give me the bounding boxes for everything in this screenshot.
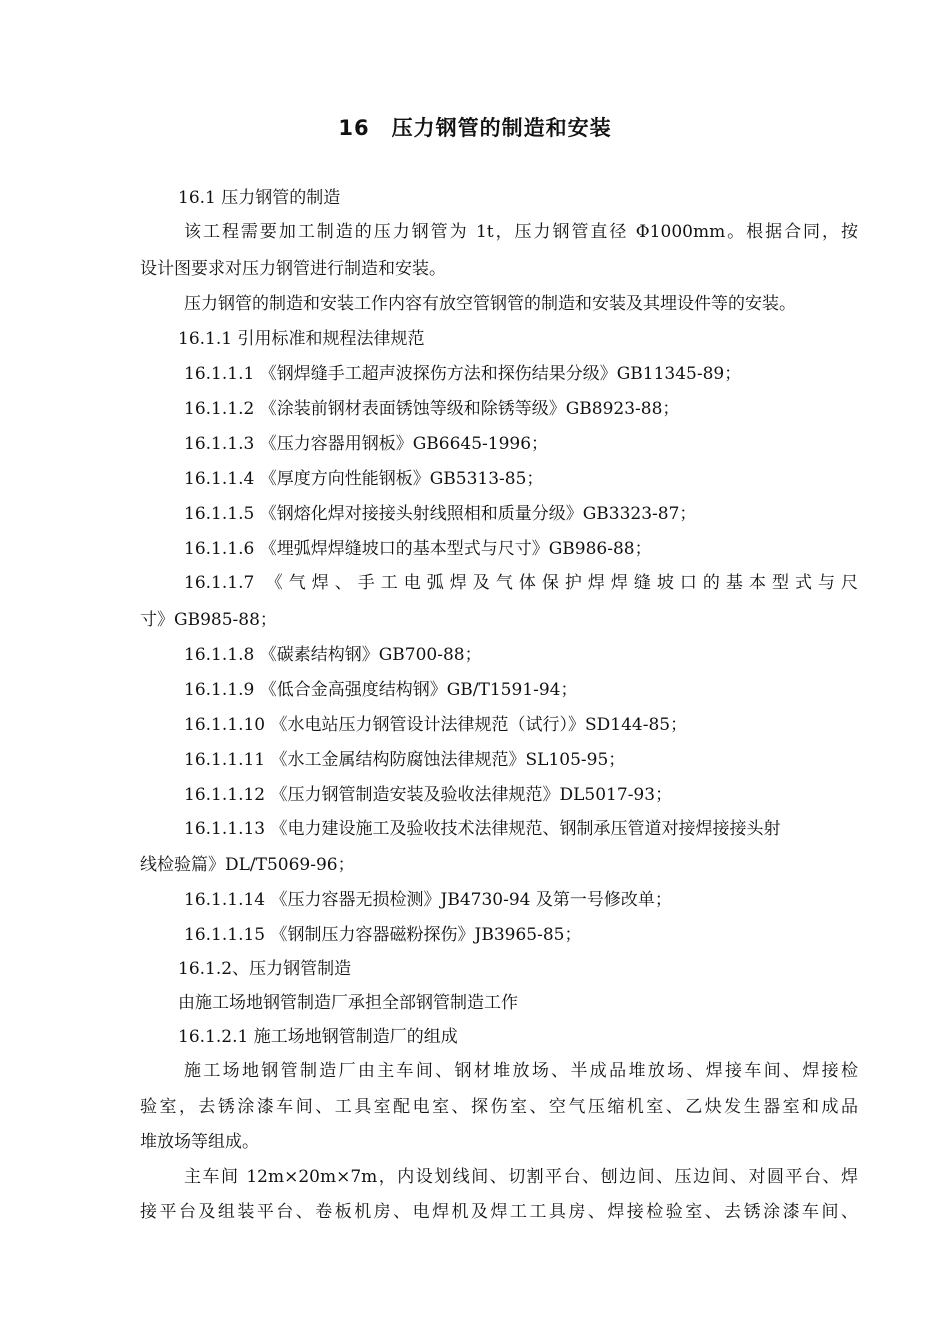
reference-item-continued: 线检验篇》DL/T5069-96； bbox=[140, 855, 355, 875]
reference-item: 16.1.1.1 《钢焊缝手工超声波探伤方法和探伤结果分级》GB11345-89； bbox=[184, 364, 742, 384]
reference-item: 16.1.1.5 《钢熔化焊对接接头射线照相和质量分级》GB3323-87； bbox=[184, 504, 697, 524]
reference-item: 16.1.1.9 《低合金高强度结构钢》GB/T1591-94； bbox=[184, 680, 578, 700]
page-title: 16 压力钢管的制造和安装 bbox=[338, 116, 612, 140]
section-heading: 16.1.2.1 施工场地钢管制造厂的组成 bbox=[178, 1027, 458, 1047]
reference-item: 16.1.1.6 《埋弧焊焊缝坡口的基本型式与尺寸》GB986-88； bbox=[184, 539, 652, 559]
reference-item: 16.1.1.13 《电力建设施工及验收技术法律规范、钢制承压管道对接焊接接头射 bbox=[184, 819, 781, 839]
paragraph-line: 接平台及组装平台、卷板机房、电焊机及焊工工具房、焊接检验室、去锈涂漆车间、 bbox=[140, 1202, 858, 1222]
reference-item: 16.1.1.3 《压力容器用钢板》GB6645-1996； bbox=[184, 434, 549, 454]
reference-item: 16.1.1.11 《水工金属结构防腐蚀法律规范》SL105-95； bbox=[184, 750, 626, 770]
paragraph-line: 主车间 12m×20m×7m，内设划线间、切割平台、刨边间、压边间、对圆平台、焊 bbox=[184, 1167, 858, 1187]
paragraph-line: 该工程需要加工制造的压力钢管为 1t，压力钢管直径 Φ1000mm。根据合同，按 bbox=[184, 222, 858, 242]
section-heading: 16.1 压力钢管的制造 bbox=[178, 188, 341, 208]
reference-item: 16.1.1.14 《压力容器无损检测》JB4730-94 及第一号修改单； bbox=[184, 890, 672, 910]
reference-item: 16.1.1.7 《气焊、手工电弧焊及气体保护焊焊缝坡口的基本型式与尺 bbox=[184, 573, 858, 593]
reference-item-continued: 寸》GB985-88； bbox=[140, 610, 277, 630]
paragraph-line: 压力钢管的制造和安装工作内容有放空管钢管的制造和安装及其埋设件等的安装。 bbox=[184, 294, 796, 314]
reference-item: 16.1.1.12 《压力钢管制造安装及验收法律规范》DL5017-93； bbox=[184, 785, 673, 805]
paragraph-line: 堆放场等组成。 bbox=[140, 1132, 259, 1152]
reference-item: 16.1.1.2 《涂装前钢材表面锈蚀等级和除锈等级》GB8923-88； bbox=[184, 399, 680, 419]
reference-item: 16.1.1.15 《钢制压力容器磁粉探伤》JB3965-85； bbox=[184, 925, 582, 945]
paragraph-line: 验室，去锈涂漆车间、工具室配电室、探伤室、空气压缩机室、乙炔发生器室和成品 bbox=[140, 1097, 858, 1117]
section-heading: 16.1.2、压力钢管制造 bbox=[178, 959, 352, 979]
reference-item: 16.1.1.4 《厚度方向性能钢板》GB5313-85； bbox=[184, 469, 544, 489]
paragraph-line: 设计图要求对压力钢管进行制造和安装。 bbox=[140, 259, 446, 279]
paragraph-line: 由施工场地钢管制造厂承担全部钢管制造工作 bbox=[178, 993, 518, 1013]
section-heading: 16.1.1 引用标准和规程法律规范 bbox=[178, 329, 425, 349]
reference-item: 16.1.1.10 《水电站压力钢管设计法律规范（试行）》SD144-85； bbox=[184, 715, 688, 735]
paragraph-line: 施工场地钢管制造厂由主车间、钢材堆放场、半成品堆放场、焊接车间、焊接检 bbox=[184, 1061, 858, 1081]
reference-item: 16.1.1.8 《碳素结构钢》GB700-88； bbox=[184, 645, 482, 665]
